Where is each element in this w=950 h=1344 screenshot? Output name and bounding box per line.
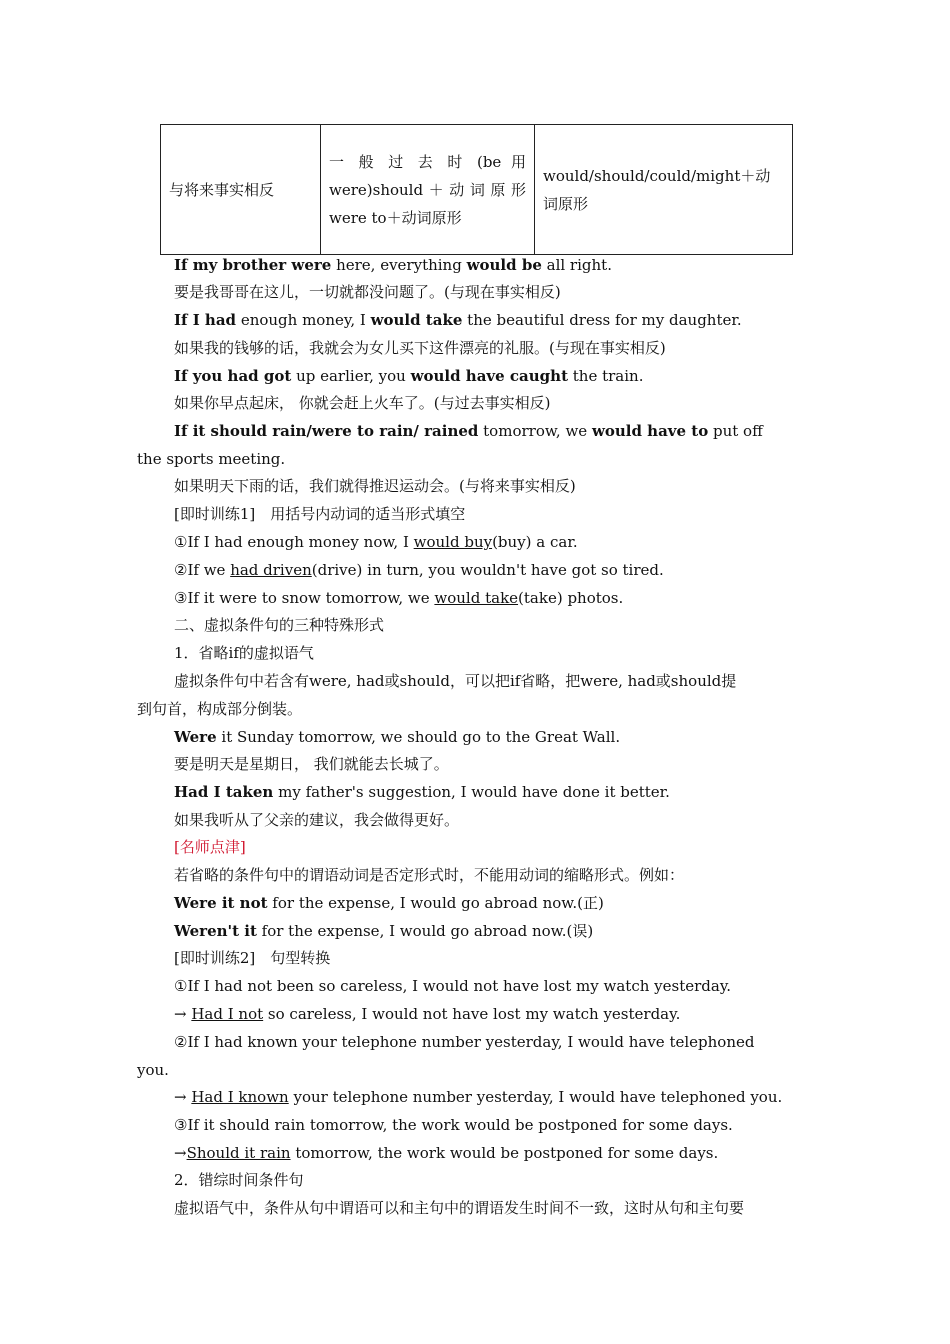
subsection-heading: 1．省略if的虚拟语气 <box>174 644 314 662</box>
example-6: Had I taken my father's suggestion, I would have done it better. <box>174 783 670 801</box>
example-4-continuation: the sports meeting. <box>137 450 286 468</box>
example-2-translation: 如果我的钱够的话，我就会为女儿买下这件漂亮的礼服。(与现在事实相反) <box>174 339 666 357</box>
arrow-icon: → <box>174 1005 192 1023</box>
answer-blank: Should it rain <box>186 1144 291 1162</box>
table-row <box>161 125 793 255</box>
example-1-translation: 要是我哥哥在这儿，一切就都没问题了。(与现在事实相反) <box>174 283 561 301</box>
table-cell-case: 与将来事实相反 <box>161 125 321 255</box>
answer-blank: would take <box>434 589 519 607</box>
practice-2-a2: → Had I known your telephone number yesterday, I would have telephoned you. <box>174 1088 783 1106</box>
practice-2-a3: →Should it rain tomorrow, the work would be postponed for some days. <box>174 1144 719 1162</box>
subsection-heading-2: 2．错综时间条件句 <box>174 1171 304 1189</box>
example-3-translation: 如果你早点起床， 你就会赶上火车了。(与过去事实相反) <box>174 394 551 412</box>
practice-2-a1: → Had I not so careless, I would not have lost my watch yesterday. <box>174 1005 681 1023</box>
practice-1-q2: ②If we had driven(drive) in turn, you wouldn't have got so tired. <box>174 561 664 579</box>
example-5: Were it Sunday tomorrow, we should go to the Great Wall. <box>174 728 621 746</box>
practice-2-q2-continuation: you. <box>137 1061 169 1079</box>
arrow-icon: → <box>174 1088 192 1106</box>
practice-1-q3: ③If it were to snow tomorrow, we would take(take) photos. <box>174 589 624 607</box>
section-description: 虚拟条件句中若含有were, had或should，可以把if省略，把were, had或should提 <box>174 672 737 690</box>
practice-1-q1: ①If I had enough money now, I would buy(buy) a car. <box>174 533 578 551</box>
answer-blank: had driven <box>230 561 312 579</box>
table-cell-if-clause: 一 般 过 去 时 (be 用 were)should＋动词原形 were to＋动词原形 <box>321 125 535 255</box>
section-heading: 二、虚拟条件句的三种特殊形式 <box>174 616 385 634</box>
arrow-icon: → <box>174 1144 187 1162</box>
example-3: If you had got up earlier, you would have caught the train. <box>174 367 644 385</box>
teacher-tip-text: 若省略的条件句中的谓语动词是否定形式时，不能用动词的缩略形式。例如： <box>174 866 685 884</box>
conditional-table <box>160 124 793 255</box>
practice-2-title: [即时训练2] 句型转换 <box>174 949 331 967</box>
answer-blank: Had I known <box>191 1088 289 1106</box>
example-6-translation: 如果我听从了父亲的建议，我会做得更好。 <box>174 811 460 829</box>
example-5-translation: 要是明天是星期日， 我们就能去长城了。 <box>174 755 449 773</box>
section-description-continuation: 到句首，构成部分倒装。 <box>137 700 303 718</box>
example-2: If I had enough money, I would take the beautiful dress for my daughter. <box>174 311 742 329</box>
example-4: If it should rain/were to rain/ rained tomorrow, we would have to put off <box>174 422 763 440</box>
teacher-tip-label: [名师点津] <box>174 838 246 856</box>
answer-blank: Had I not <box>191 1005 264 1023</box>
practice-2-q2: ②If I had known your telephone number yesterday, I would have telephoned <box>174 1033 755 1051</box>
table-cell-main-clause: would/should/could/might＋动词原形 <box>535 125 793 255</box>
practice-1-title: [即时训练1] 用括号内动词的适当形式填空 <box>174 505 466 523</box>
section-3-description: 虚拟语气中，条件从句中谓语可以和主句中的谓语发生时间不一致，这时从句和主句要 <box>174 1199 745 1217</box>
practice-2-q1: ①If I had not been so careless, I would not have lost my watch yesterday. <box>174 977 732 995</box>
practice-2-q3: ③If it should rain tomorrow, the work would be postponed for some days. <box>174 1116 733 1134</box>
example-8: Weren't it for the expense, I would go abroad now.(误) <box>174 922 594 940</box>
example-4-translation: 如果明天下雨的话，我们就得推迟运动会。(与将来事实相反) <box>174 477 576 495</box>
example-1: If my brother were here, everything would be all right. <box>174 256 612 274</box>
example-7: Were it not for the expense, I would go abroad now.(正) <box>174 894 604 912</box>
answer-blank: would buy <box>413 533 493 551</box>
